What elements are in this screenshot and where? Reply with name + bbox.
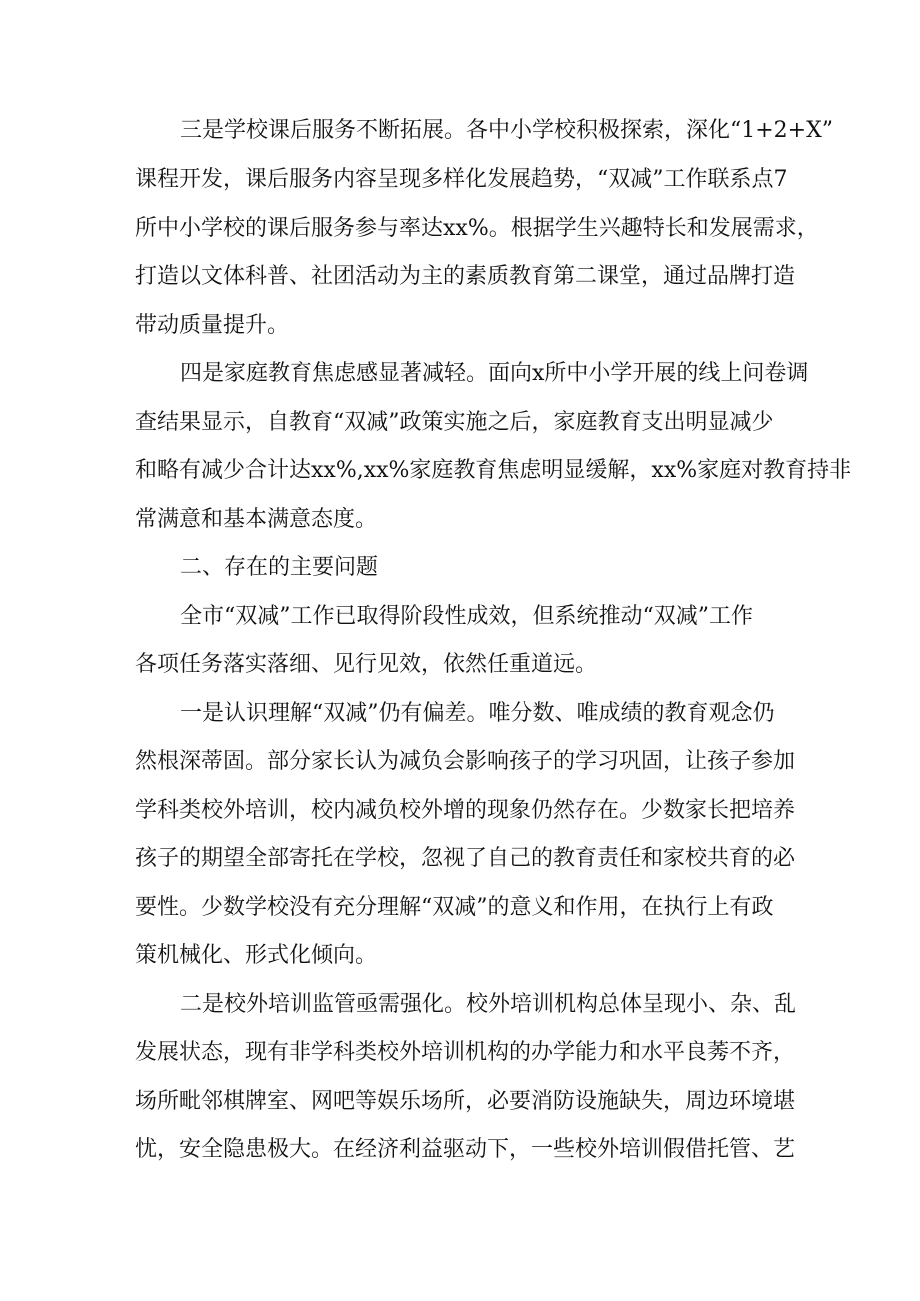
text-line: 场所毗邻棋牌室、网吧等娱乐场所，必要消防设施缺失，周边环境堪 — [135, 1089, 796, 1114]
text-line: 四是家庭教育焦虑感显著减轻。面向x所中小学开展的线上问卷调 — [180, 361, 809, 386]
text-line: 孩子的期望全部寄托在学校，忽视了自己的教育责任和家校共育的必 — [135, 846, 796, 871]
text-line: 所中小学校的课后服务参与率达xx%。根据学生兴趣特长和发展需求， — [135, 216, 819, 241]
text-line: 忧，安全隐患极大。在经济利益驱动下，一些校外培训假借托管、艺 — [135, 1137, 796, 1162]
text-line: 要性。少数学校没有充分理解“双减”的意义和作用，在执行上有政 — [135, 895, 774, 920]
text-line: 带动质量提升。 — [135, 313, 290, 338]
text-line: 一是认识理解“双减”仍有偏差。唯分数、唯成绩的教育观念仍 — [180, 701, 775, 726]
text-line: 课程开发，课后服务内容呈现多样化发展趋势，“双减”工作联系点7 — [135, 167, 788, 192]
section-heading: 二、存在的主要问题 — [180, 555, 379, 580]
text-line: 三是学校课后服务不断拓展。各中小学校积极探索，深化“1+2+X” — [180, 118, 834, 143]
text-line: 各项任务落实落细、见行见效，依然任重道远。 — [135, 652, 598, 677]
text-line: 策机械化、形式化倾向。 — [135, 943, 378, 968]
text-line: 打造以文体科普、社团活动为主的素质教育第二课堂，通过品牌打造 — [135, 264, 796, 289]
text-line: 然根深蒂固。部分家长认为减负会影响孩子的学习巩固，让孩子参加 — [135, 749, 796, 774]
text-line: 发展状态，现有非学科类校外培训机构的办学能力和水平良莠不齐， — [135, 1040, 796, 1065]
text-line: 二是校外培训监管亟需强化。校外培训机构总体呈现小、杂、乱 — [180, 992, 797, 1017]
text-line: 查结果显示，自教育“双减”政策实施之后，家庭教育支出明显减少 — [135, 410, 774, 435]
text-line: 学科类校外培训，校内减负校外增的现象仍然存在。少数家长把培养 — [135, 798, 796, 823]
text-line: 常满意和基本满意态度。 — [135, 507, 378, 532]
text-line: 全市“双减”工作已取得阶段性成效，但系统推动“双减”工作 — [180, 604, 753, 629]
text-line: 和略有减少合计达xx%,xx%家庭教育焦虑明显缓解，xx%家庭对教育持非 — [135, 458, 852, 483]
